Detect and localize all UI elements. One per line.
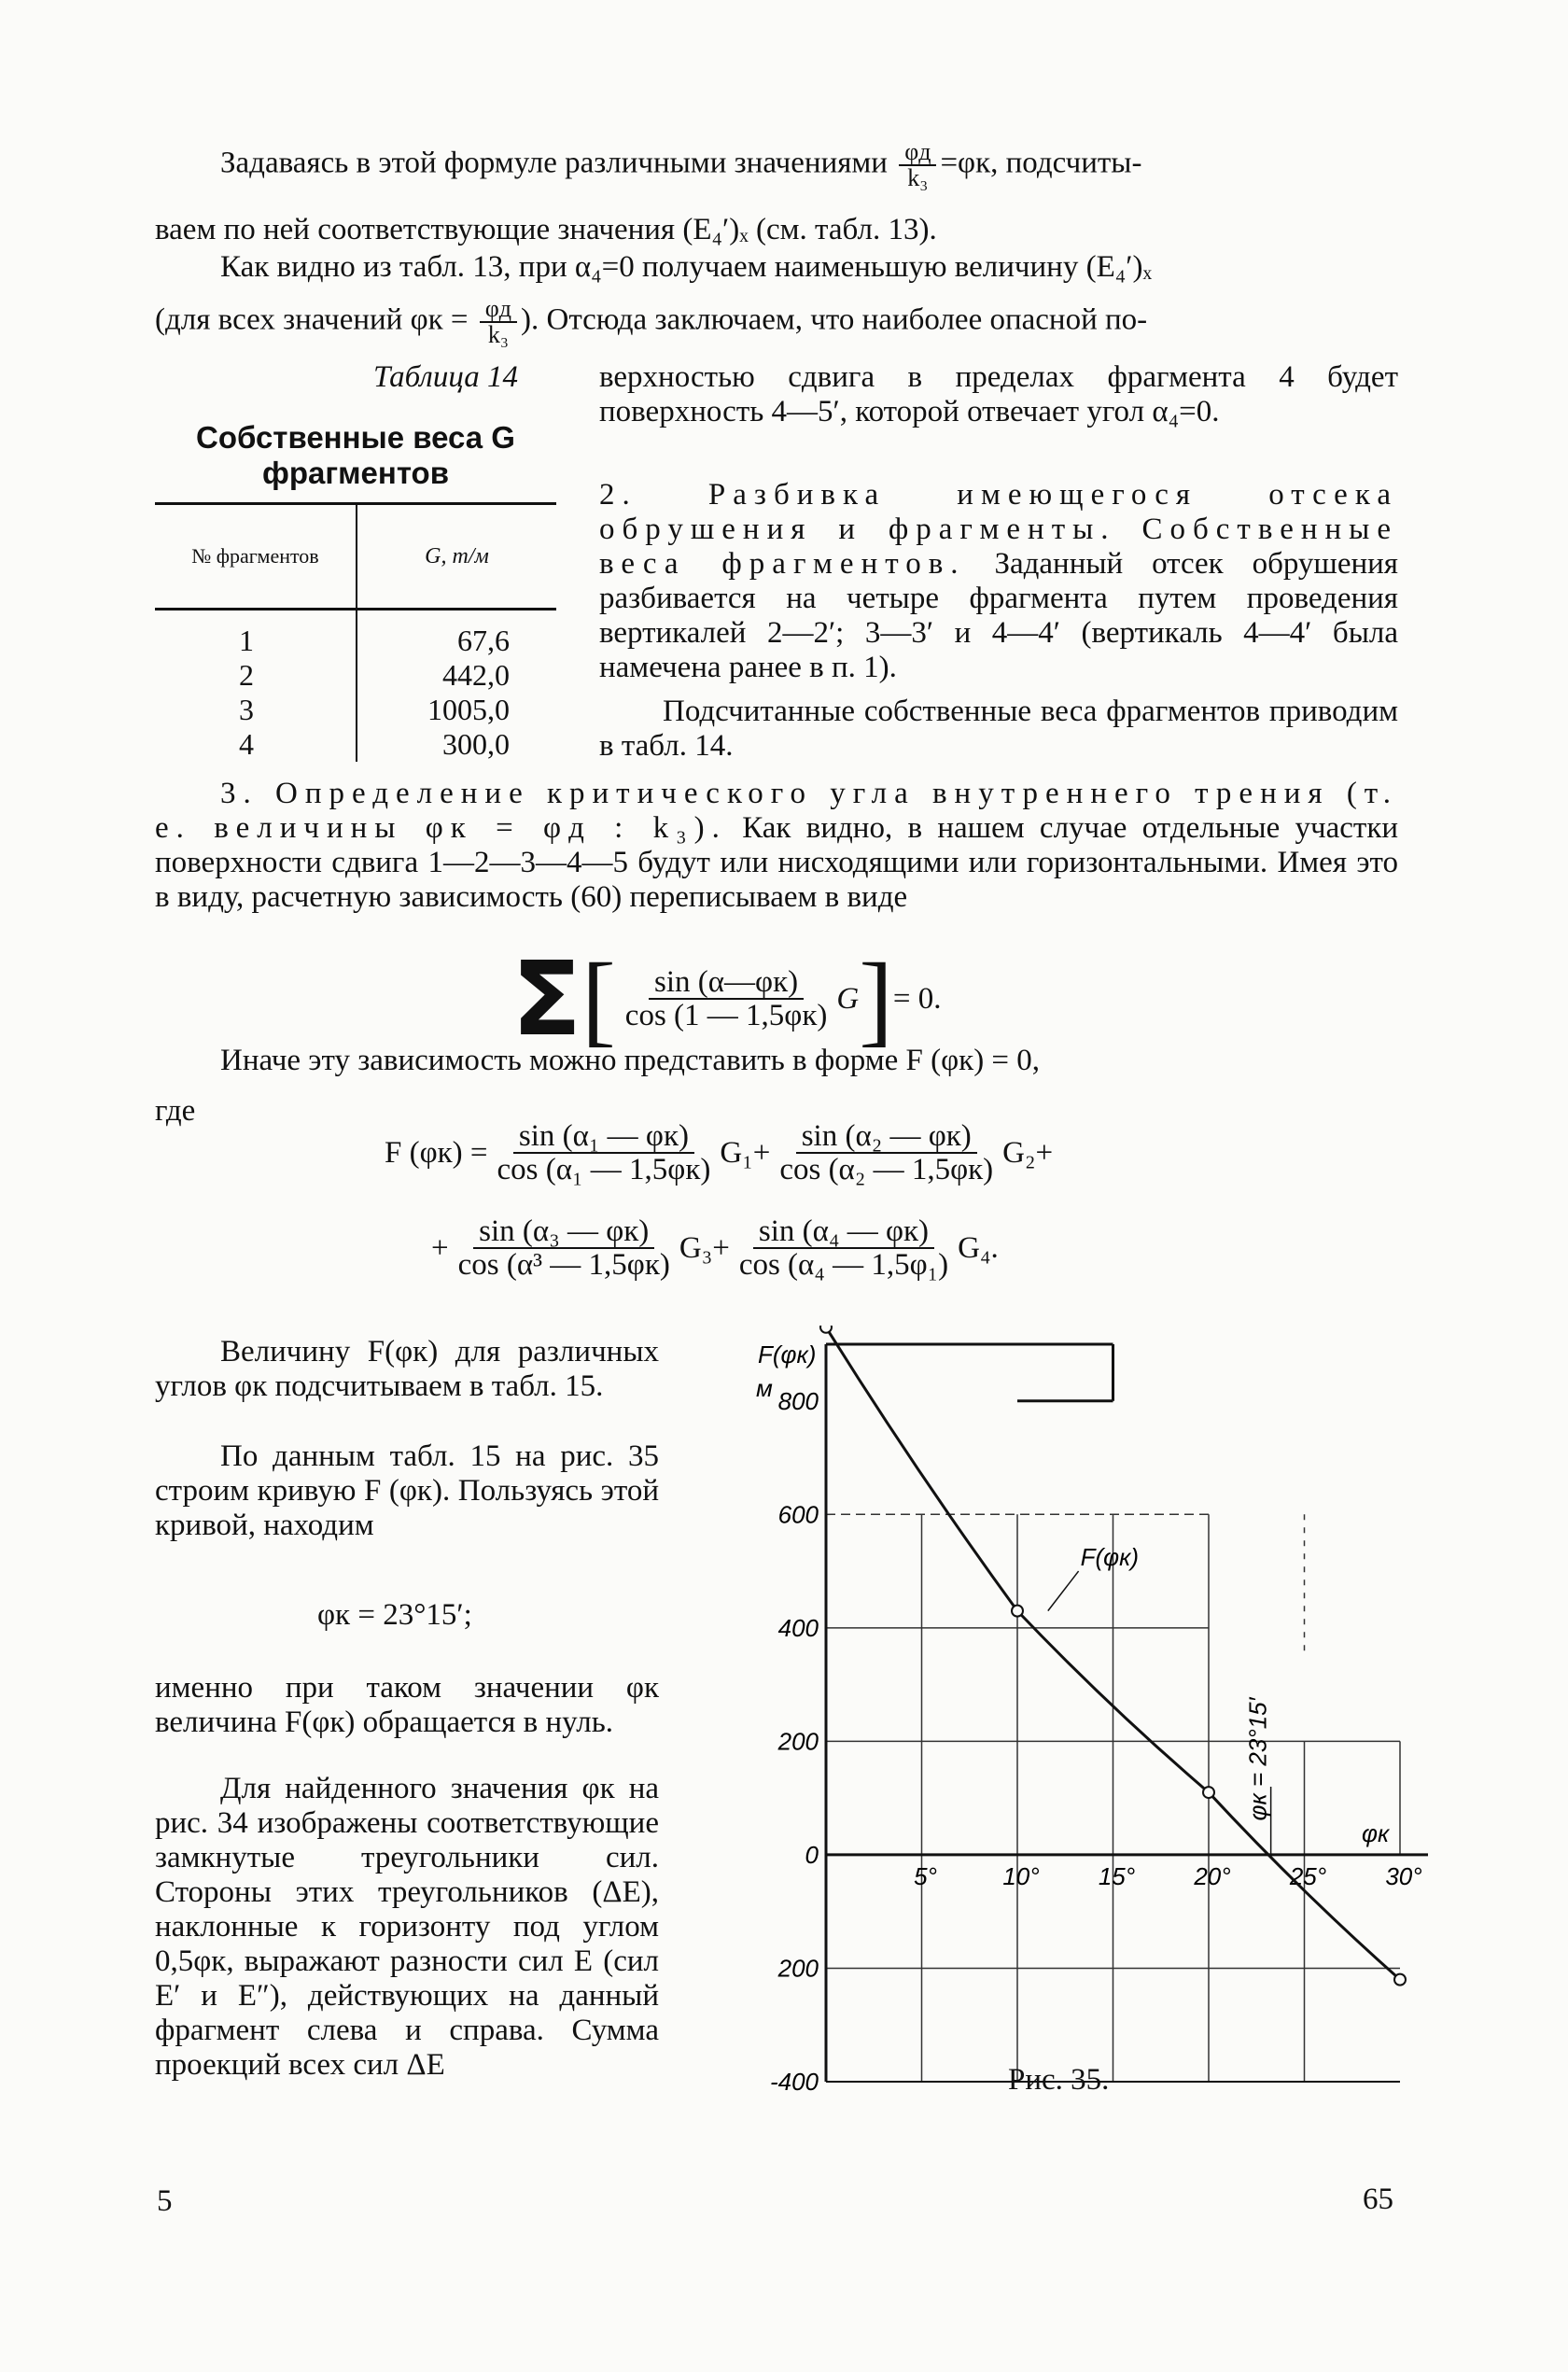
table-14-caption: Таблица 14 — [373, 360, 518, 394]
figure-caption: Рис. 35. — [1008, 2063, 1110, 2097]
para-9: именно при таком значении φк величина F(φк) обращается в нуль. — [155, 1671, 659, 1739]
para-8: По данным табл. 15 на рис. 35 строим кривую F (φк). Пользуясь этой кривой, находим — [155, 1439, 659, 1542]
para-2-line-2: (для всех значений φк = $\frac{\varphi д}{\text{k₃}}$ ). Отсюда заключаем, что наиболее опасной по- — [155, 295, 1148, 348]
y-tick-label: 0 — [805, 1840, 819, 1869]
para-1-line-2: ваем по ней соответствующие значения (E₄′)ₓ (см. табл. 13). — [155, 213, 937, 246]
x-tick-label: 25° — [1289, 1861, 1327, 1890]
curve-label: F(φк) — [1080, 1543, 1140, 1571]
curve-label-leader — [1048, 1571, 1079, 1611]
para-6: Иначе эту зависимость можно представить в форме F (φк) = 0, — [220, 1044, 1041, 1077]
para-3 — [599, 478, 1398, 685]
para-4: Подсчитанные собственные веса фрагментов приводим в табл. 14. — [599, 695, 1398, 763]
section-3-heading: 3. Определение критического угла внутреннего трения (т. е. величины φк = φд : k₃). — [155, 777, 1398, 845]
para-2-line-1: Как видно из табл. 13, при α₄=0 получаем наименьшую величину (E₄′)ₓ — [220, 250, 1153, 284]
table-row-weight: 67,6 — [457, 624, 510, 657]
x-tick-label: 20° — [1194, 1861, 1231, 1890]
chart-axes — [826, 1344, 1428, 2082]
equation-3: + $\frac{\text{sin (α₃ — φк)}}{\text{cos (α³ — 1,5φк)}}$ G₃+ $\frac{\text{sin (α₄ — φк)}}{\text{cos (α₄ — 1,5φ₁)}}$ G₄. — [431, 1214, 999, 1282]
x-tick-label: 5° — [914, 1861, 937, 1890]
para-6-where: где — [155, 1094, 196, 1128]
table-row-number: 3 — [239, 693, 254, 726]
table-row-number: 1 — [239, 624, 254, 657]
equation-1-fraction: $\frac{\sin (\alpha—\varphi к)}{\cos (1 — 1,5\varphi к)}$ — [624, 965, 828, 1032]
section-2-heading: 2. Разбивка имеющегося отсека обрушения и фрагменты. Собственные веса фрагментов. — [599, 478, 1398, 581]
table-14 — [155, 502, 556, 762]
para-1-line-1: Задаваясь в этой формуле различными значениями $\frac{\varphi д}{\text{k₃}}$ =φк, подсчиты- — [220, 138, 1142, 191]
para-2-cont: верхностью сдвига в пределах фрагмента 4 будет поверхность 4—5′, которой отвечает угол α₄=0. — [599, 360, 1398, 428]
table-14-title: Собственные веса G фрагментов — [196, 420, 515, 490]
page-number: 65 — [1363, 2183, 1393, 2216]
x-tick-label: 30° — [1385, 1861, 1422, 1890]
para-7: Величину F(φк) для различных углов φк подсчитываем в табл. 15. — [155, 1335, 659, 1403]
x-tick-label: 15° — [1098, 1861, 1136, 1890]
sigma-symbol: Σ — [511, 939, 582, 1059]
fraction-phi-d-over-k3-2: $\frac{\varphi д}{\text{k₃}}$ — [480, 297, 517, 347]
page-marker-left: 5 — [157, 2184, 173, 2218]
table-row-weight: 1005,0 — [427, 693, 510, 726]
table-row-number: 2 — [239, 658, 254, 692]
section-3-body: Как видно, в нашем случае отдельные участки поверхности сдвига 1—2—3—4—5 будут или нисходящими или горизонтальными. Имея это в виду, расчетную зависимость (60) переписываем в виде — [155, 811, 1399, 914]
section-3 — [155, 777, 1398, 915]
chart-grid — [826, 1344, 1400, 2082]
y-tick-label: 600 — [777, 1500, 819, 1529]
table-14-col-number: № фрагментов — [155, 505, 357, 608]
table-row-number: 4 — [239, 727, 254, 761]
table-14-col-weight: G, т/м — [425, 543, 489, 568]
para-10: Для найденного значения φк на рис. 34 изображены соответствующие замкнутые треугольники сил. Стороны этих треугольников (ΔE), наклонные к горизонту под углом 0,5φк, выражают разности сил E (сил E′ и E″), действующих на данный фрагмент слева и справа. Сумма проекций всех сил ΔE — [155, 1772, 659, 2082]
equation-sum: Σ [ $\frac{\sin (\alpha—\varphi к)}{\cos (1 — 1,5\varphi к)}$ G ] = 0. — [511, 939, 942, 1059]
y-tick-label: 800 — [777, 1386, 819, 1415]
figure-35-chart — [737, 1326, 1428, 2100]
y-tick-label: -400 — [769, 2068, 819, 2096]
section-2-body: Заданный отсек обрушения разбивается на четыре фрагмента путем проведения вертикалей 2—2′; 3—3′ и 4—4′ (вертикаль 4—4′ была намечена ранее в п. 1). — [599, 547, 1398, 684]
y-axis-unit: м — [756, 1374, 773, 1402]
y-tick-label: 200 — [777, 1954, 819, 1983]
data-point — [820, 1326, 832, 1333]
y-tick-label: 400 — [777, 1613, 819, 1642]
table-row-weight: 300,0 — [442, 727, 510, 761]
equation-2: F (φк) = $\frac{\text{sin (α₁ — φк)}}{\text{cos (α₁ — 1,5φк)}}$ G₁+ $\frac{\text{sin (α₂ — φк)}}{\text{cos (α₂ — 1,5φк)}}$ G₂+ — [385, 1119, 1054, 1186]
y-axis-label: F(φк) — [758, 1340, 817, 1368]
root-annotation: φк = 23°15′ — [1243, 1697, 1272, 1821]
x-axis-label: φк — [1362, 1818, 1390, 1847]
data-point — [1394, 1974, 1406, 1986]
phi-k-value: φк = 23°15′; — [317, 1598, 472, 1632]
data-point — [1012, 1606, 1023, 1617]
fraction-phi-d-over-k3: $\frac{\varphi д}{\text{k₃}}$ — [899, 140, 936, 190]
x-tick-label: 10° — [1002, 1861, 1040, 1890]
y-tick-label: 200 — [777, 1727, 819, 1756]
data-point — [1203, 1787, 1214, 1798]
table-row-weight: 442,0 — [442, 658, 510, 692]
